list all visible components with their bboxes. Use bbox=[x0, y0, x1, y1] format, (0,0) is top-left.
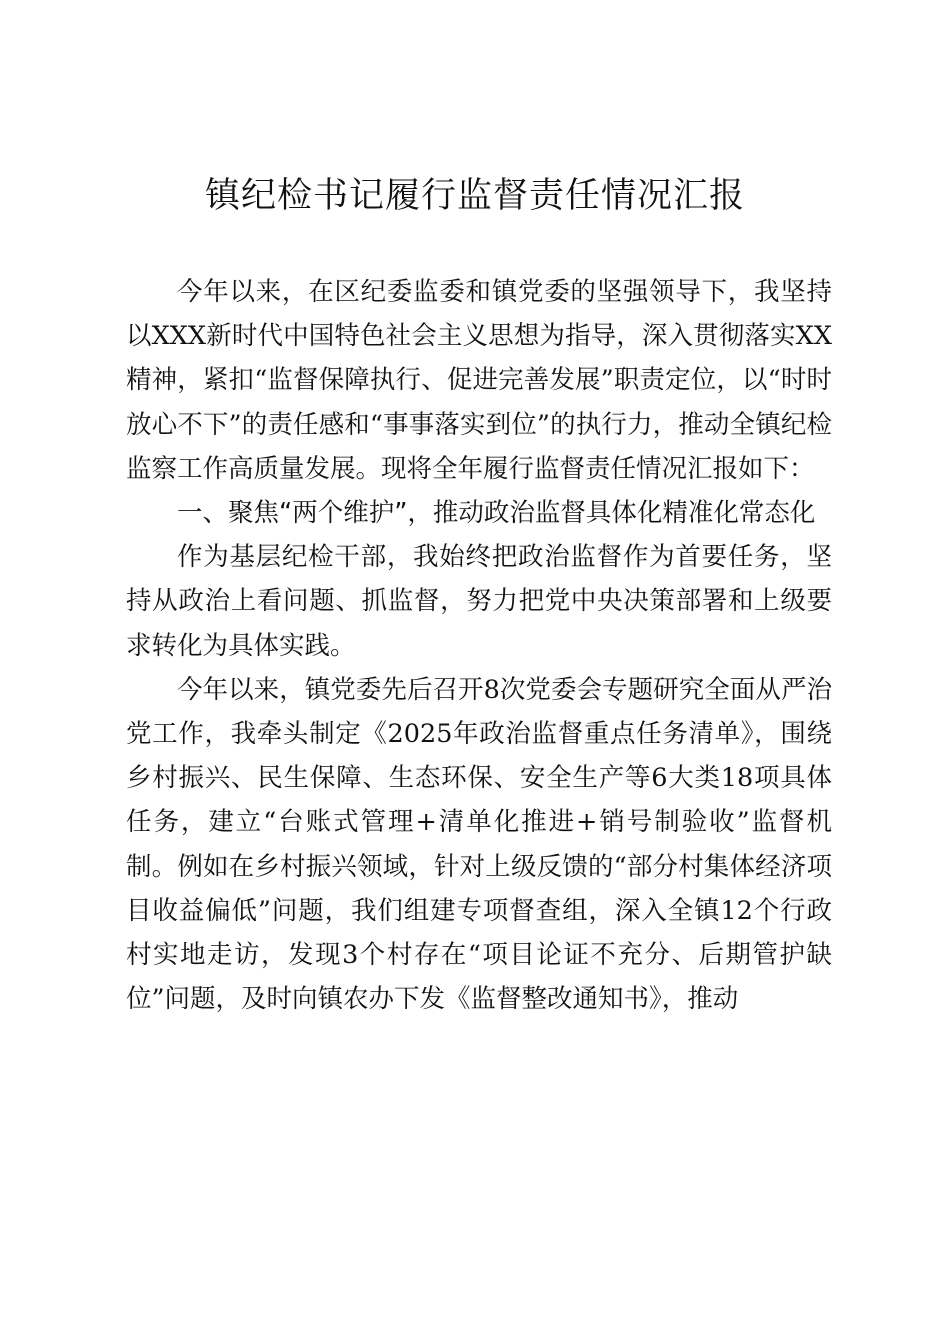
paragraph-intro: 今年以来，在区纪委监委和镇党委的坚强领导下，我坚持以XXX新时代中国特色社会主义思想为指导，深入贯彻落实XX精神，紧扣“监督保障执行、促进完善发展”职责定位，以“时时放心不下”的责任感和“事事落实到位”的执行力，推动全镇纪检监察工作高质量发展。现将全年履行监督责任情况汇报如下： bbox=[126, 277, 832, 484]
document-body bbox=[126, 270, 832, 1021]
paragraph-section1-detail: 今年以来，镇党委先后召开8次党委会专题研究全面从严治党工作，我牵头制定《2025年政治监督重点任务清单》，围绕乡村振兴、民生保障、生态环保、安全生产等6大类18项具体任务，建立“台账式管理+清单化推进+销号制验收”监督机制。例如在乡村振兴领域，针对上级反馈的“部分村集体经济项目收益偏低”问题，我们组建专项督查组，深入全镇12个行政村实地走访，发现3个村存在“项目论证不充分、后期管护缺位”问题，及时向镇农办下发《监督整改通知书》，推动 bbox=[126, 674, 832, 1015]
section-heading-1: 一、聚焦“两个维护”，推动政治监督具体化精准化常态化 bbox=[177, 498, 816, 529]
paragraph-section1-intro: 作为基层纪检干部，我始终把政治监督作为首要任务，坚持从政治上看问题、抓监督，努力把党中央决策部署和上级要求转化为具体实践。 bbox=[126, 542, 832, 661]
document-title: 镇纪检书记履行监督责任情况汇报 bbox=[204, 176, 745, 216]
